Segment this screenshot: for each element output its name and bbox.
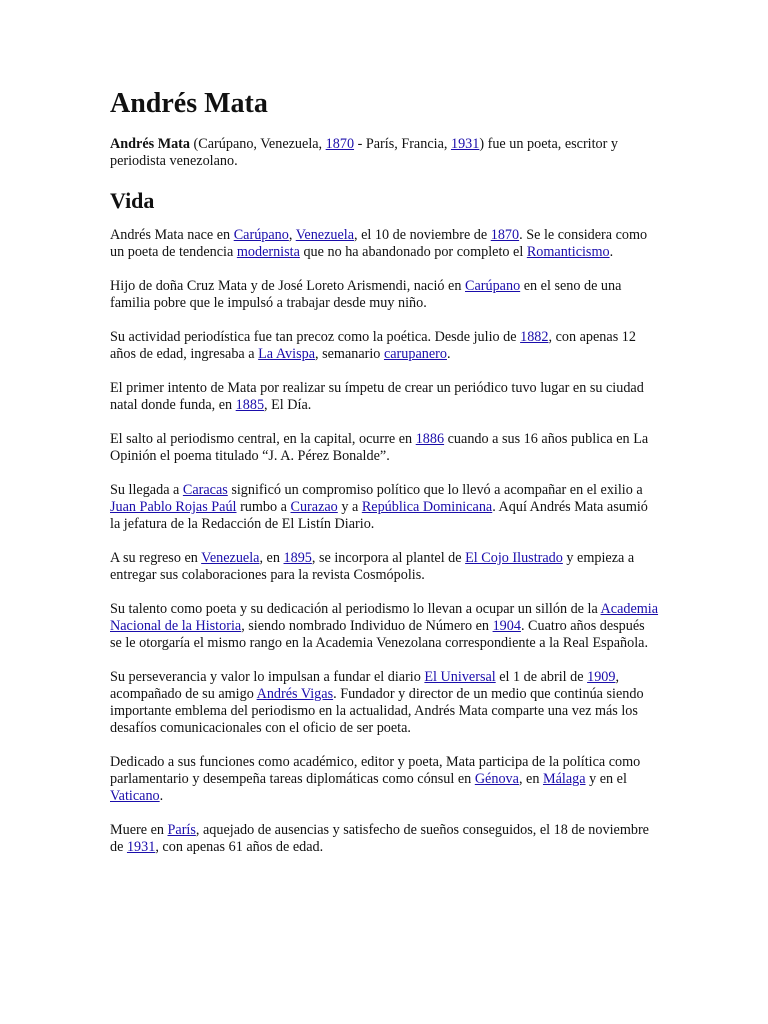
text: , en <box>259 550 284 566</box>
text: el 1 de abril de <box>495 669 588 685</box>
text: El salto al periodismo central, en la capital, ocurre en <box>110 431 416 447</box>
text: que no ha abandonado por completo el <box>299 244 527 260</box>
text: , en <box>518 771 543 787</box>
text: y a <box>337 499 362 515</box>
text: y empieza a entregar sus colaboraciones para la revista Cosmópolis. <box>110 550 635 583</box>
text: , <box>288 227 296 243</box>
link-republica-dominicana[interactable]: República Dominicana <box>361 499 493 515</box>
text: , El Día. <box>264 397 312 413</box>
link-1886[interactable]: 1886 <box>415 431 445 447</box>
link-carupano[interactable]: Carúpano <box>465 278 521 294</box>
text: y en el <box>585 771 627 787</box>
text: . <box>159 788 164 804</box>
link-venezuela[interactable]: Venezuela <box>201 550 260 566</box>
text: Dedicado a sus funciones como académico, editor y poeta, Mata participa de la política como parlamentario y desempeña tareas diplomáticas como cónsul en <box>110 754 641 787</box>
text: . <box>446 346 451 362</box>
paragraph-family <box>110 278 660 312</box>
text: , siendo nombrado Individuo de Número en <box>241 618 493 634</box>
text: - París, Francia, <box>354 136 451 152</box>
link-carupano[interactable]: Carúpano <box>233 227 289 243</box>
paragraph-early-journalism <box>110 329 660 363</box>
link-1895[interactable]: 1895 <box>283 550 312 566</box>
text: Hijo de doña Cruz Mata y de José Loreto Arismendi, nació en <box>110 278 465 294</box>
link-venezuela[interactable]: Venezuela <box>295 227 355 243</box>
link-1870[interactable]: 1870 <box>325 136 355 152</box>
link-juan-pablo-rojas-paul[interactable]: Juan Pablo Rojas Paúl <box>110 499 237 515</box>
link-el-universal[interactable]: El Universal <box>424 669 496 685</box>
link-1882[interactable]: 1882 <box>520 329 549 345</box>
subject-name: Andrés Mata <box>110 136 190 152</box>
text: cuando a sus 16 años publica en La Opinión el poema titulado “J. A. Pérez Bonalde”. <box>110 431 649 464</box>
link-el-cojo-ilustrado[interactable]: El Cojo Ilustrado <box>465 550 563 566</box>
link-1885[interactable]: 1885 <box>235 397 265 413</box>
text: . Cuatro años después se le otorgaría el mismo rango en la Academia Venezolana correspondiente a la Real Española. <box>110 618 649 651</box>
text: Su llegada a <box>110 482 183 498</box>
paragraph-return <box>110 550 660 584</box>
link-1931[interactable]: 1931 <box>126 839 156 855</box>
link-paris[interactable]: París <box>167 822 196 838</box>
link-caracas[interactable]: Caracas <box>182 482 228 498</box>
link-la-avispa[interactable]: La Avispa <box>258 346 315 362</box>
text: significó un compromiso político que lo llevó a acompañar en el exilio a <box>227 482 643 498</box>
link-vaticano[interactable]: Vaticano <box>110 788 160 804</box>
paragraph-exile <box>110 482 660 533</box>
paragraph-la-opinion <box>110 431 660 465</box>
document-page <box>110 86 660 873</box>
text: A su regreso en <box>110 550 202 566</box>
text: Su perseverancia y valor lo impulsan a fundar el diario <box>110 669 425 685</box>
paragraph-death <box>110 822 660 856</box>
text: (Carúpano, Venezuela, <box>190 136 326 152</box>
link-malaga[interactable]: Málaga <box>542 771 586 787</box>
text: , con apenas 61 años de edad. <box>155 839 324 855</box>
paragraph-birth <box>110 227 660 261</box>
text: ) fue un poeta, escritor y periodista venezolano. <box>110 136 619 169</box>
link-academia-nacional-historia[interactable]: Academia Nacional de la Historia <box>110 601 659 634</box>
text: , acompañado de su amigo <box>110 669 620 702</box>
text: Su actividad periodística fue tan precoz como la poética. Desde julio de <box>110 329 521 345</box>
link-andres-vigas[interactable]: Andrés Vigas <box>256 686 334 702</box>
link-genova[interactable]: Génova <box>474 771 519 787</box>
text: rumbo a <box>236 499 291 515</box>
text: , el 10 de noviembre de <box>354 227 491 243</box>
text: . <box>609 244 614 260</box>
intro-paragraph <box>110 136 660 170</box>
page-title: Andrés Mata <box>110 88 268 119</box>
text: en el seno de una familia pobre que le impulsó a trabajar desde muy niño. <box>110 278 622 311</box>
text: , aquejado de ausencias y satisfecho de sueños conseguidos, el 18 de noviembre de <box>110 822 649 855</box>
link-modernista[interactable]: modernista <box>236 244 300 260</box>
link-1909[interactable]: 1909 <box>587 669 616 685</box>
paragraph-diplomacy <box>110 754 660 805</box>
link-romanticismo[interactable]: Romanticismo <box>526 244 610 260</box>
link-1870[interactable]: 1870 <box>490 227 520 243</box>
paragraph-academia <box>110 601 660 652</box>
text: . Se le considera como un poeta de tendencia <box>110 227 648 260</box>
text: Muere en <box>110 822 168 838</box>
section-heading-vida: Vida <box>110 188 155 213</box>
link-1931[interactable]: 1931 <box>450 136 480 152</box>
text: , se incorpora al plantel de <box>311 550 466 566</box>
paragraph-el-dia <box>110 380 660 414</box>
link-1904[interactable]: 1904 <box>492 618 521 634</box>
text: , semanario <box>315 346 384 362</box>
text: Andrés Mata nace en <box>110 227 234 243</box>
text: . Fundador y director de un medio que continúa siendo importante emblema del periodismo en la actualidad, Andrés Mata comparte una vez más los desafíos comunicacionales con el oficio de ser poeta. <box>110 686 644 736</box>
paragraph-el-universal <box>110 669 660 737</box>
link-curazao[interactable]: Curazao <box>290 499 338 515</box>
link-carupanero[interactable]: carupanero <box>383 346 447 362</box>
text: , con apenas 12 años de edad, ingresaba a <box>110 329 636 362</box>
text: Su talento como poeta y su dedicación al periodismo lo llevan a ocupar un sillón de la <box>110 601 601 617</box>
text: El primer intento de Mata por realizar su ímpetu de crear un periódico tuvo lugar en su ciudad natal donde funda, en <box>110 380 644 413</box>
text: . Aquí Andrés Mata asumió la jefatura de la Redacción de El Listín Diario. <box>110 499 648 532</box>
